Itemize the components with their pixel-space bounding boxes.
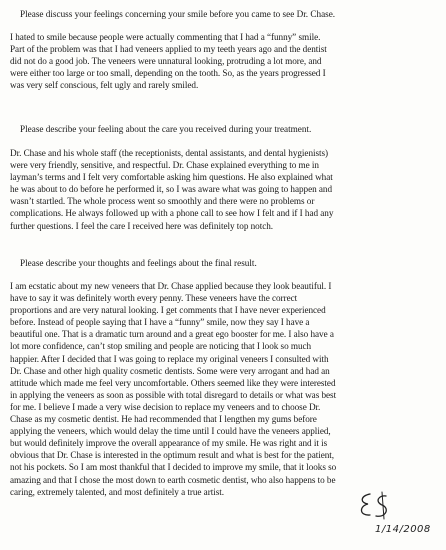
question-final-result: Please describe your thoughts and feelings about the final result. bbox=[20, 258, 257, 268]
handwritten-signature bbox=[356, 488, 396, 522]
answer-final-result: I am ecstatic about my new veneers that Dr. Chase applied because they look beautiful. I have to say it was definitely worth every penny. These veneers have the correct proportions and are very natural looking. I get comments that I have never experienced before. Instead of people saying that I have a “funny” smile, now they say I have a beautiful one. That is a dramatic turn around and a great ego booster for me. I also have a lot more confidence, can’t stop smiling and people are noticing that I look so much happier. After I decided that I was going to replace my original veneers I consulted with Dr. Chase and other high quality cosmetic dentists. Some were very arrogant and had an attitude which made me feel very uncomfortable. Others seemed like they were interested in applying the veneers as soon as possible with total disregard to details or what was best for me. I believe I made a very wise decision to replace my veneers and to choose Dr. Chase as my cosmetic dentist. He had recommended that I lengthen my gums before applying the veneers, which would delay the time until I could have the veneers applied, but would definitely improve the overall appearance of my smile. He was right and it is obvious that Dr. Chase is interested in the optimum result and what is best for the patient, not his pockets. So I am most thankful that I decided to improve my smile, that it looks so amazing and that I chose the most down to earth cosmetic dentist, who also happens to be caring, extremely talented, and most definitely a true artist. bbox=[10, 281, 337, 497]
question-smile-before: Please discuss your feelings concerning your smile before you came to see Dr. Chase. bbox=[20, 9, 336, 19]
answer-smile-before: I hated to smile because people were actually commenting that I had a “funny” smile. Part of the problem was that I had veneers applied to my teeth years ago and the dentist did not do a good job. The veneers were unnatural looking, protruding a lot more, and were either too large or too small, depending on the tooth. So, as the years progressed I was very self conscious, felt ugly and rarely smiled. bbox=[10, 32, 327, 91]
signature-date: 1/14/2008 bbox=[375, 524, 431, 535]
answer-care-received: Dr. Chase and his whole staff (the receptionists, dental assistants, and dental hygienists) were very friendly, sensitive, and respectful. Dr. Chase explained everything to me in layman’s terms and I felt very comfortable asking him questions. He also explained what he was about to do before he performed it, so I was aware what was going to happen and wasn’t startled. The whole process went so smoothly and there were no problems or complications. He always followed up with a phone call to see how I felt and if I had any further questions. I feel the care I received here was definitely top notch. bbox=[10, 148, 334, 231]
question-care-received: Please describe your feeling about the care you received during your treatment. bbox=[20, 124, 312, 134]
